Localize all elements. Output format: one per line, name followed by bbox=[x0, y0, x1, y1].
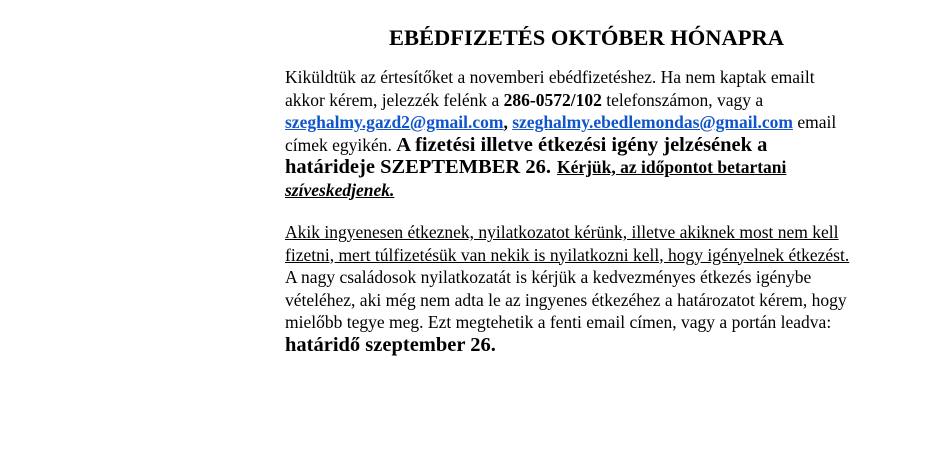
notice-line-1: Kiküldtük az értesítőket a novemberi ebédfizetéshez. Ha nem kaptak emailt bbox=[285, 67, 815, 87]
declaration-line-5: mielőbb tegye meg. Ezt megtehetik a fenti email címen, vagy a portán leadva: bbox=[285, 312, 832, 332]
email-link-gazd[interactable]: szeghalmy.gazd2@gmail.com bbox=[285, 112, 504, 132]
page-title: EBÉDFIZETÉS OKTÓBER HÓNAPRA bbox=[388, 25, 785, 50]
declaration-paragraph bbox=[285, 221, 895, 356]
deadline-heading-part2: határideje SZEPTEMBER 26. bbox=[285, 156, 551, 178]
declaration-deadline: határidő szeptember 26. bbox=[285, 333, 496, 356]
request-text-part1: Kérjük, az időpontot betartani bbox=[556, 157, 787, 177]
declaration-line-3: A nagy családosok nyilatkozatát is kérjük a kedvezményes étkezés igénybe bbox=[285, 267, 812, 287]
declaration-line-1: Akik ingyenesen étkeznek, nyilatkozatot kérünk, illetve akiknek most nem kell bbox=[285, 222, 839, 242]
notice-line-2 bbox=[285, 89, 895, 112]
notice-line-3 bbox=[285, 111, 895, 134]
declaration-line-2: fizetni, mert túlfizetésük van nekik is nyilatkozni kell, hogy igényelnek étkezést. bbox=[285, 244, 850, 265]
email-link-ebedlemondas[interactable]: szeghalmy.ebedlemondas@gmail.com bbox=[512, 112, 793, 132]
payment-notice-paragraph bbox=[285, 66, 895, 201]
email-suffix: email bbox=[792, 112, 837, 132]
declaration-line-4: vételéhez, aki még nem adta le az ingyenes étkezéhez a határozatot kérem, hogy bbox=[285, 289, 847, 310]
deadline-heading-part1: A fizetési illetve étkezési igény jelzésének a bbox=[396, 133, 768, 156]
notice-line-6 bbox=[285, 179, 895, 202]
notice-line-5 bbox=[285, 156, 895, 179]
email-separator: , bbox=[503, 112, 508, 132]
notice-line-2-suffix: telefonszámon, vagy a bbox=[601, 89, 764, 110]
phone-number: 286-0572/102 bbox=[503, 89, 602, 110]
notice-line-4-text: címek egyikén. bbox=[285, 134, 397, 155]
notice-line-4 bbox=[285, 134, 895, 157]
request-text-part2: szíveskedjenek. bbox=[285, 179, 395, 200]
notice-line-2-text: akkor kérem, jelezzék felénk a bbox=[285, 89, 504, 110]
